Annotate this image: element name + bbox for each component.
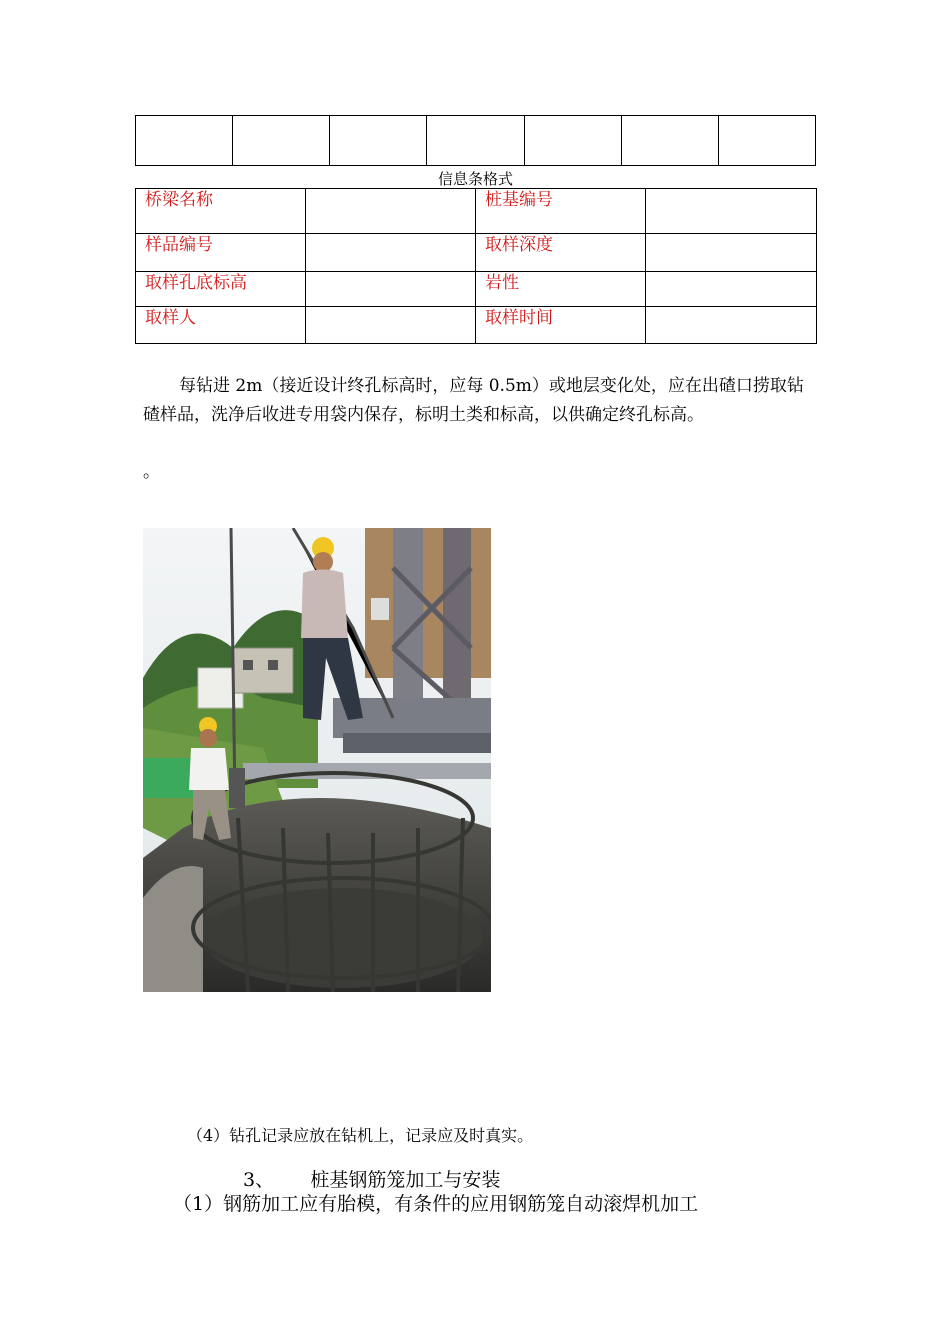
value-cell (646, 189, 817, 234)
table-cell (136, 116, 233, 166)
table-row (136, 307, 817, 344)
value-cell (306, 189, 476, 234)
table-cell (330, 116, 427, 166)
value-cell (306, 234, 476, 272)
value-cell (646, 234, 817, 272)
label-cell: 桥梁名称 (136, 189, 306, 234)
label-cell: 取样时间 (476, 307, 646, 344)
site-photo (143, 528, 491, 992)
table-cell (524, 116, 621, 166)
label-cell: 取样孔底标高 (136, 272, 306, 307)
stray-period: 。 (143, 462, 160, 482)
table-row (136, 116, 816, 166)
value-cell (306, 272, 476, 307)
table-row (136, 234, 817, 272)
table-cell (718, 116, 815, 166)
table-caption: 信息条格式 (437, 170, 513, 188)
rebar-cage-installation-image (143, 528, 491, 992)
value-cell (646, 307, 817, 344)
label-cell: 取样深度 (476, 234, 646, 272)
section-heading-3: 3、 桩基钢筋笼加工与安装 (243, 1169, 501, 1191)
label-cell: 桩基编号 (476, 189, 646, 234)
info-strip-table (135, 188, 817, 344)
label-cell: 样品编号 (136, 234, 306, 272)
value-cell (646, 272, 817, 307)
value-cell (306, 307, 476, 344)
list-item-4: （4）钻孔记录应放在钻机上，记录应及时真实。 (187, 1126, 534, 1145)
top-empty-table (135, 115, 816, 166)
list-item-1: （1）钢筋加工应有胎模，有条件的应用钢筋笼自动滚焊机加工 (173, 1193, 699, 1215)
table-row (136, 189, 817, 234)
label-cell: 取样人 (136, 307, 306, 344)
table-cell (621, 116, 718, 166)
table-cell (233, 116, 330, 166)
table-cell (427, 116, 524, 166)
table-row (136, 272, 817, 307)
body-paragraph: 每钻进 2m（接近设计终孔标高时，应每 0.5m）或地层变化处，应在出碴口捞取钻碴样品，洗净后收进专用袋内保存，标明土类和标高，以供确定终孔标高。 (143, 376, 804, 425)
label-cell: 岩性 (476, 272, 646, 307)
